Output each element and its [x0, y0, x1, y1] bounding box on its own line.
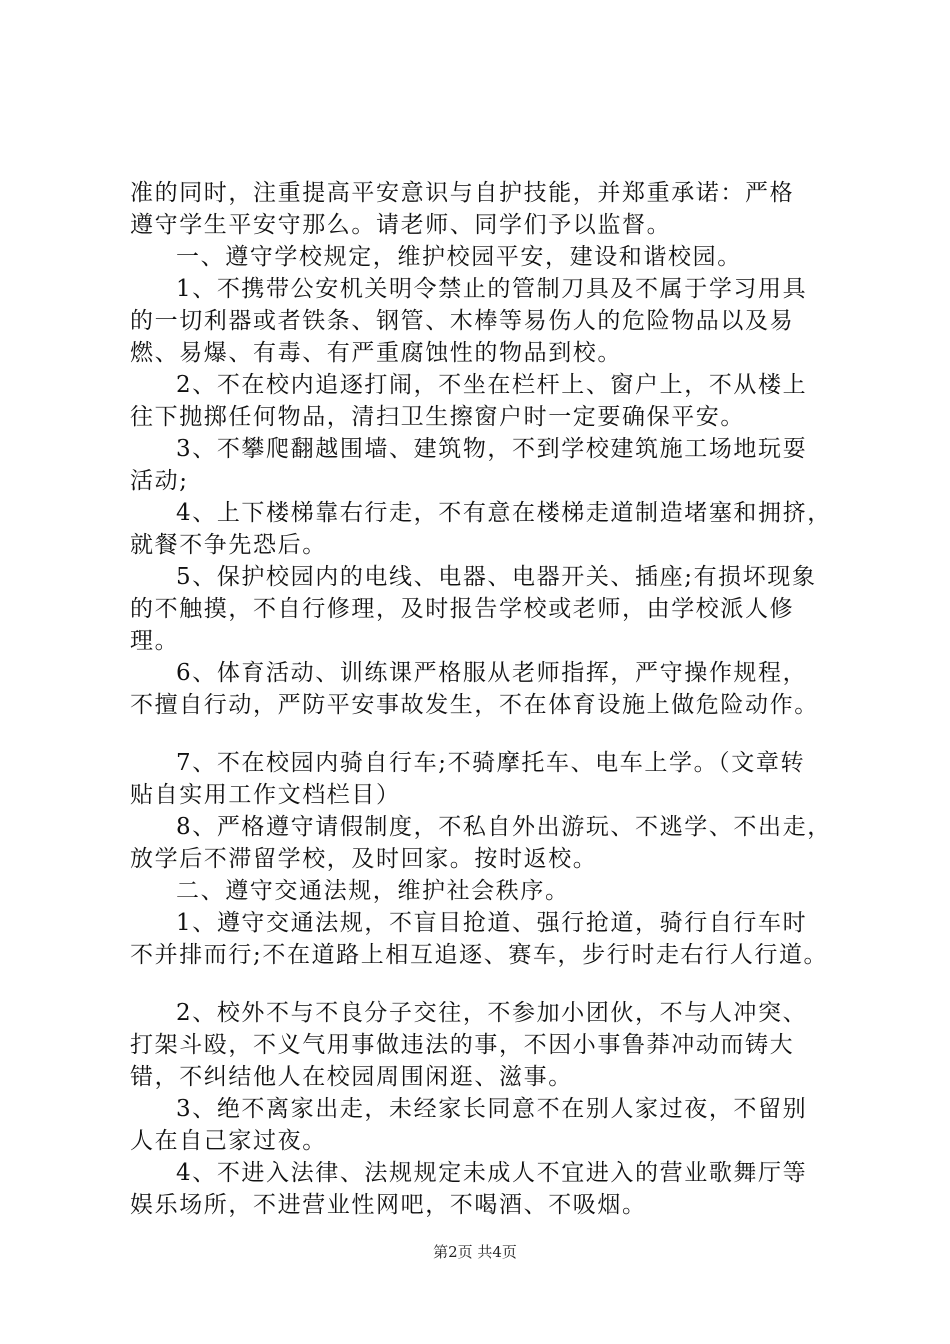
paragraph-gap — [130, 971, 830, 997]
body-line: 3、绝不离家出走，未经家长同意不在别人家过夜，不留别 — [176, 1096, 808, 1122]
paragraph-gap — [130, 721, 830, 747]
body-line: 打架斗殴，不义气用事做违法的事，不因小事鲁莽冲动而铸大 — [130, 1032, 795, 1058]
body-line: 往下抛掷任何物品，清扫卫生擦窗户时一定要确保平安。 — [130, 404, 745, 430]
body-line: 准的同时，注重提高平安意识与自护技能，并郑重承诺：严格 — [130, 180, 795, 206]
document-body — [130, 177, 830, 1221]
body-line: 2、校外不与不良分子交往，不参加小团伙，不与人冲突、 — [176, 1000, 808, 1026]
body-line: 8、严格遵守请假制度，不私自外出游玩、不逃学、不出走， — [176, 814, 832, 840]
body-line: 6、体育活动、训练课严格服从老师指挥，严守操作规程， — [176, 660, 808, 686]
body-line: 错，不纠结他人在校园周围闲逛、滋事。 — [130, 1064, 573, 1090]
body-line: 4、不进入法律、法规规定未成人不宜进入的营业歌舞厅等 — [176, 1160, 808, 1186]
body-line: 2、不在校内追逐打闹，不坐在栏杆上、窗户上，不从楼上 — [176, 372, 808, 398]
body-line: 不擅自行动，严防平安事故发生，不在体育设施上做危险动作。 — [130, 692, 819, 718]
body-line: 贴自实用工作文档栏目） — [130, 782, 401, 808]
body-line: 遵守学生平安守那么。请老师、同学们予以监督。 — [130, 212, 672, 238]
body-line: 的一切利器或者铁条、钢管、木棒等易伤人的危险物品以及易 — [130, 308, 795, 334]
section-heading: 二、遵守交通法规，维护社会秩序。 — [176, 878, 570, 904]
body-line: 人在自己家过夜。 — [130, 1128, 327, 1154]
body-line: 燃、易爆、有毒、有严重腐蚀性的物品到校。 — [130, 340, 622, 366]
body-line: 5、保护校园内的电线、电器、电器开关、插座;有损坏现象 — [176, 564, 817, 590]
body-line: 1、遵守交通法规，不盲目抢道、强行抢道，骑行自行车时 — [176, 910, 808, 936]
body-line: 1、不携带公安机关明令禁止的管制刀具及不属于学习用具 — [176, 276, 808, 302]
section-heading: 一、遵守学校规定，维护校园平安，建设和谐校园。 — [176, 244, 742, 270]
body-line: 理。 — [130, 628, 180, 654]
body-line: 娱乐场所，不进营业性网吧，不喝酒、不吸烟。 — [130, 1192, 647, 1218]
body-line: 不并排而行;不在道路上相互追逐、赛车，步行时走右行人行道。 — [130, 942, 829, 968]
page-number-footer: 第2页 共4页 — [433, 1243, 517, 1261]
body-line: 7、不在校园内骑自行车;不骑摩托车、电车上学。（文章转 — [176, 750, 806, 776]
body-line: 放学后不滞留学校，及时回家。按时返校。 — [130, 846, 598, 872]
body-line: 的不触摸，不自行修理，及时报告学校或老师，由学校派人修 — [130, 596, 795, 622]
body-line: 就餐不争先恐后。 — [130, 532, 327, 558]
body-line: 活动; — [130, 468, 189, 494]
body-line: 4、上下楼梯靠右行走，不有意在楼梯走道制造堵塞和拥挤， — [176, 500, 832, 526]
body-line: 3、不攀爬翻越围墙、建筑物，不到学校建筑施工场地玩耍 — [176, 436, 808, 462]
